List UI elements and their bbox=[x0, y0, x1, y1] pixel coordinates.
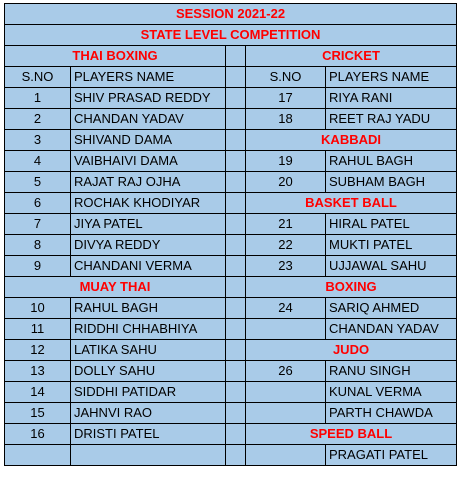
serial-number-cell[interactable]: 11 bbox=[5, 319, 71, 340]
separator-cell[interactable] bbox=[226, 361, 246, 382]
column-header-sno-left[interactable]: S.NO bbox=[5, 67, 71, 88]
table-row bbox=[5, 193, 457, 214]
player-name-cell[interactable]: PRAGATI PATEL bbox=[326, 445, 457, 466]
separator-cell[interactable] bbox=[226, 340, 246, 361]
serial-number-cell[interactable]: 12 bbox=[5, 340, 71, 361]
player-name-cell[interactable]: JIYA PATEL bbox=[71, 214, 226, 235]
separator-cell[interactable] bbox=[226, 172, 246, 193]
serial-number-cell[interactable] bbox=[246, 319, 326, 340]
player-name-cell[interactable]: RANU SINGH bbox=[326, 361, 457, 382]
table-row bbox=[5, 445, 457, 466]
table-row bbox=[5, 235, 457, 256]
separator-cell[interactable] bbox=[226, 319, 246, 340]
separator-cell[interactable] bbox=[226, 214, 246, 235]
serial-number-cell[interactable]: 10 bbox=[5, 298, 71, 319]
player-name-cell[interactable]: DRISTI PATEL bbox=[71, 424, 226, 445]
section-heading-right[interactable]: SPEED BALL bbox=[246, 424, 457, 445]
serial-number-cell[interactable] bbox=[246, 445, 326, 466]
table-row bbox=[5, 340, 457, 361]
sports-roster-table bbox=[4, 3, 457, 466]
table-row bbox=[5, 67, 457, 88]
player-name-cell[interactable]: VAIBHAIVI DAMA bbox=[71, 151, 226, 172]
player-name-cell[interactable]: LATIKA SAHU bbox=[71, 340, 226, 361]
table-row bbox=[5, 403, 457, 424]
section-heading-right[interactable]: BOXING bbox=[246, 277, 457, 298]
separator-cell[interactable] bbox=[226, 130, 246, 151]
player-name-cell[interactable]: RIYA RANI bbox=[326, 88, 457, 109]
serial-number-cell[interactable]: 21 bbox=[246, 214, 326, 235]
serial-number-cell[interactable] bbox=[246, 382, 326, 403]
table-row bbox=[5, 319, 457, 340]
serial-number-cell[interactable]: 4 bbox=[5, 151, 71, 172]
player-name-cell[interactable]: DOLLY SAHU bbox=[71, 361, 226, 382]
player-name-cell[interactable]: RAHUL BAGH bbox=[71, 298, 226, 319]
player-name-cell[interactable]: SUBHAM BAGH bbox=[326, 172, 457, 193]
separator-cell[interactable] bbox=[226, 88, 246, 109]
serial-number-cell[interactable]: 9 bbox=[5, 256, 71, 277]
player-name-cell[interactable]: HIRAL PATEL bbox=[326, 214, 457, 235]
table-row bbox=[5, 382, 457, 403]
separator-cell[interactable] bbox=[226, 151, 246, 172]
player-name-cell[interactable]: DIVYA REDDY bbox=[71, 235, 226, 256]
player-name-cell[interactable]: ROCHAK KHODIYAR bbox=[71, 193, 226, 214]
table-row bbox=[5, 277, 457, 298]
player-name-cell[interactable]: SARIQ AHMED bbox=[326, 298, 457, 319]
separator-cell[interactable] bbox=[226, 382, 246, 403]
table-row bbox=[5, 256, 457, 277]
separator-cell[interactable] bbox=[226, 424, 246, 445]
player-name-cell[interactable]: JAHNVI RAO bbox=[71, 403, 226, 424]
player-name-cell[interactable]: RIDDHI CHHABHIYA bbox=[71, 319, 226, 340]
serial-number-cell[interactable]: 14 bbox=[5, 382, 71, 403]
serial-number-cell[interactable]: 13 bbox=[5, 361, 71, 382]
table-row bbox=[5, 46, 457, 67]
separator-cell[interactable] bbox=[226, 298, 246, 319]
session-title-row bbox=[5, 4, 457, 25]
serial-number-cell[interactable]: 6 bbox=[5, 193, 71, 214]
player-name-cell[interactable]: SIDDHI PATIDAR bbox=[71, 382, 226, 403]
section-heading-right[interactable]: KABBADI bbox=[246, 130, 457, 151]
player-name-cell[interactable]: SHIVAND DAMA bbox=[71, 130, 226, 151]
competition-title[interactable]: STATE LEVEL COMPETITION bbox=[5, 25, 457, 46]
serial-number-cell[interactable] bbox=[5, 445, 71, 466]
serial-number-cell[interactable]: 23 bbox=[246, 256, 326, 277]
serial-number-cell[interactable] bbox=[246, 403, 326, 424]
session-title[interactable]: SESSION 2021-22 bbox=[5, 4, 457, 25]
serial-number-cell[interactable]: 20 bbox=[246, 172, 326, 193]
section-heading-left[interactable]: MUAY THAI bbox=[5, 277, 226, 298]
section-heading-left[interactable]: THAI BOXING bbox=[5, 46, 226, 67]
separator-cell[interactable] bbox=[226, 46, 246, 67]
serial-number-cell[interactable]: 1 bbox=[5, 88, 71, 109]
separator-cell[interactable] bbox=[226, 235, 246, 256]
competition-title-row bbox=[5, 25, 457, 46]
player-name-cell[interactable]: RAHUL BAGH bbox=[326, 151, 457, 172]
player-name-cell[interactable]: SHIV PRASAD REDDY bbox=[71, 88, 226, 109]
serial-number-cell[interactable]: 15 bbox=[5, 403, 71, 424]
table-row bbox=[5, 172, 457, 193]
separator-cell[interactable] bbox=[226, 193, 246, 214]
column-header-name-left[interactable]: PLAYERS NAME bbox=[71, 67, 226, 88]
table-row bbox=[5, 298, 457, 319]
table-row bbox=[5, 109, 457, 130]
separator-cell[interactable] bbox=[226, 403, 246, 424]
table-row bbox=[5, 361, 457, 382]
table-row bbox=[5, 88, 457, 109]
serial-number-cell[interactable]: 7 bbox=[5, 214, 71, 235]
serial-number-cell[interactable]: 18 bbox=[246, 109, 326, 130]
player-name-cell[interactable]: KUNAL VERMA bbox=[326, 382, 457, 403]
serial-number-cell[interactable]: 5 bbox=[5, 172, 71, 193]
table-row bbox=[5, 424, 457, 445]
column-header-sno-right[interactable]: S.NO bbox=[246, 67, 326, 88]
serial-number-cell[interactable]: 2 bbox=[5, 109, 71, 130]
section-heading-right[interactable]: BASKET BALL bbox=[246, 193, 457, 214]
player-name-cell[interactable]: MUKTI PATEL bbox=[326, 235, 457, 256]
player-name-cell[interactable]: REET RAJ YADU bbox=[326, 109, 457, 130]
serial-number-cell[interactable]: 16 bbox=[5, 424, 71, 445]
separator-cell[interactable] bbox=[226, 277, 246, 298]
player-name-cell[interactable]: RAJAT RAJ OJHA bbox=[71, 172, 226, 193]
separator-cell[interactable] bbox=[226, 445, 246, 466]
section-heading-right[interactable]: JUDO bbox=[246, 340, 457, 361]
player-name-cell[interactable]: CHANDAN YADAV bbox=[71, 109, 226, 130]
player-name-cell[interactable]: UJJAWAL SAHU bbox=[326, 256, 457, 277]
serial-number-cell[interactable]: 3 bbox=[5, 130, 71, 151]
separator-cell[interactable] bbox=[226, 109, 246, 130]
serial-number-cell[interactable]: 19 bbox=[246, 151, 326, 172]
roster-body bbox=[5, 4, 457, 466]
player-name-cell[interactable]: PARTH CHAWDA bbox=[326, 403, 457, 424]
player-name-cell[interactable] bbox=[71, 445, 226, 466]
column-header-name-right[interactable]: PLAYERS NAME bbox=[326, 67, 457, 88]
separator-cell[interactable] bbox=[226, 256, 246, 277]
serial-number-cell[interactable]: 22 bbox=[246, 235, 326, 256]
serial-number-cell[interactable]: 17 bbox=[246, 88, 326, 109]
serial-number-cell[interactable]: 26 bbox=[246, 361, 326, 382]
table-row bbox=[5, 151, 457, 172]
table-row bbox=[5, 214, 457, 235]
serial-number-cell[interactable]: 24 bbox=[246, 298, 326, 319]
separator-cell[interactable] bbox=[226, 67, 246, 88]
section-heading-right[interactable]: CRICKET bbox=[246, 46, 457, 67]
player-name-cell[interactable]: CHANDANI VERMA bbox=[71, 256, 226, 277]
table-row bbox=[5, 130, 457, 151]
player-name-cell[interactable]: CHANDAN YADAV bbox=[326, 319, 457, 340]
serial-number-cell[interactable]: 8 bbox=[5, 235, 71, 256]
